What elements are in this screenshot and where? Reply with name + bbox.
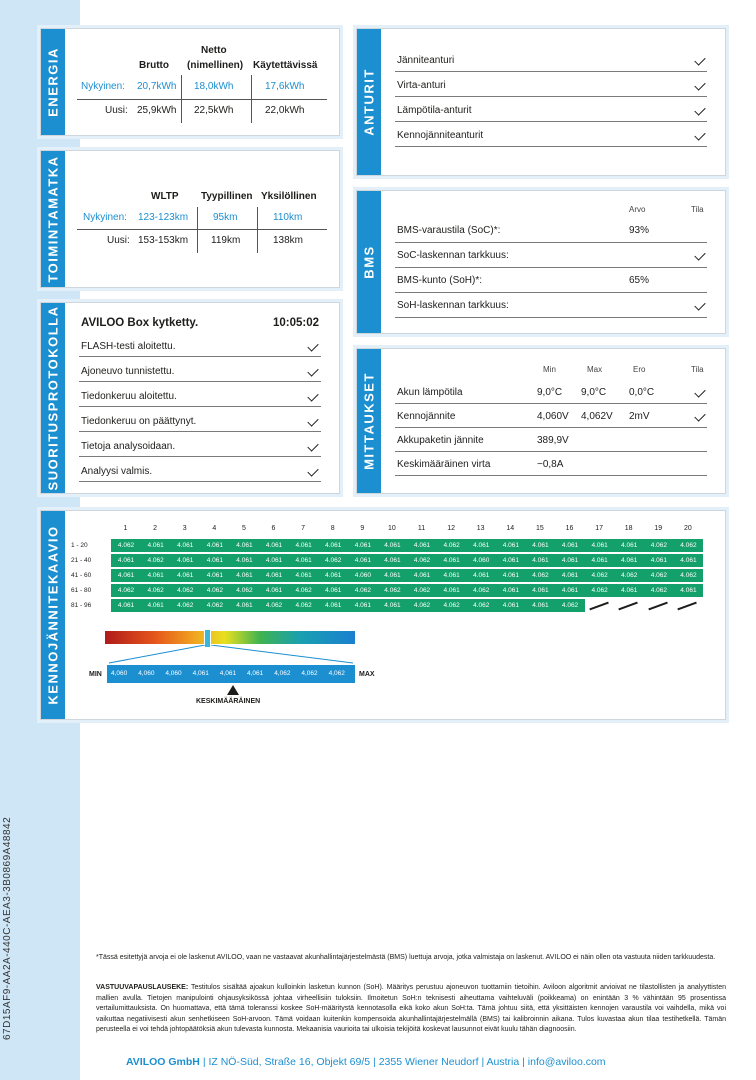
cell-voltage: 4.062 — [407, 584, 437, 597]
cell-voltage: 4.061 — [437, 554, 467, 567]
cell-voltage: 4.061 — [229, 569, 259, 582]
sensor-item: Kennojänniteanturit — [397, 130, 484, 141]
cell-voltage: 4.061 — [377, 554, 407, 567]
cell-voltage: 4.062 — [644, 584, 674, 597]
grid-column-header: 16 — [565, 525, 574, 532]
sensor-item: Virta-anturi — [397, 80, 446, 91]
cell-voltage: 4.062 — [377, 584, 407, 597]
cell-voltage: 4.061 — [170, 539, 200, 552]
toimintamatka-title: TOIMINTAMATKA — [45, 155, 61, 283]
cell-voltage: 4.062 — [525, 569, 555, 582]
disclaimer-heading: VASTUUVAPAUSLAUSEKE: — [96, 984, 189, 991]
protocol-step: Tiedonkeruu on päättynyt. — [81, 416, 197, 427]
grid-column-header: 9 — [360, 525, 365, 532]
meas-col-max: Max — [587, 365, 603, 374]
cell-voltage: 4.062 — [141, 584, 171, 597]
scale-value: 4,062 — [328, 670, 345, 677]
empty-cell-slash — [678, 602, 697, 610]
meas-col-ero: Ero — [633, 365, 646, 374]
cell-voltage: 4.061 — [111, 599, 141, 612]
cell-voltage: 4.062 — [111, 584, 141, 597]
energia-new-brutto: 25,9kWh — [137, 105, 177, 116]
measurement-min: 9,0°C — [537, 387, 563, 398]
scale-max-label: MAX — [359, 671, 375, 678]
cell-voltage: 4.062 — [555, 599, 585, 612]
grid-row-header: 41 - 60 — [71, 572, 92, 579]
cell-voltage: 4.061 — [111, 554, 141, 567]
cell-voltage: 4.061 — [496, 584, 526, 597]
anturit-card — [356, 28, 726, 176]
check-icon — [307, 340, 318, 351]
cell-voltage: 4.061 — [496, 569, 526, 582]
bms-col-value: Arvo — [629, 205, 646, 214]
protocol-step: FLASH-testi aloitettu. — [81, 341, 176, 352]
scale-value: 4,061 — [192, 670, 209, 677]
cell-voltage: 4.061 — [525, 599, 555, 612]
grid-column-header: 3 — [182, 525, 187, 532]
cell-voltage: 4.061 — [377, 599, 407, 612]
mittaukset-title: MITTAUKSET — [361, 372, 377, 470]
protocol-time: 10:05:02 — [273, 317, 320, 329]
cell-voltage: 4.061 — [141, 539, 171, 552]
grid-row-header: 21 - 40 — [71, 557, 92, 564]
grid-column-header: 6 — [271, 525, 276, 532]
grid-column-header: 4 — [212, 525, 217, 532]
cell-voltage: 4.062 — [318, 554, 348, 567]
grid-column-header: 17 — [595, 525, 603, 532]
header-brutto: Brutto — [139, 60, 169, 71]
protocol-step: Analyysi valmis. — [81, 466, 153, 477]
protocol-step: Tiedonkeruu aloitettu. — [81, 391, 177, 402]
footer-email[interactable]: info@aviloo.com — [527, 1056, 606, 1068]
cell-voltage: 4.061 — [614, 584, 644, 597]
measurement-label: Akkupaketin jännite — [397, 435, 484, 446]
scale-value: 4,062 — [274, 670, 291, 677]
cell-voltage: 4.061 — [200, 539, 230, 552]
cell-voltage: 4.062 — [170, 584, 200, 597]
empty-cell-slash — [648, 602, 667, 610]
protocol-step: Ajoneuvo tunnistettu. — [81, 366, 175, 377]
cell-voltage: 4.061 — [437, 584, 467, 597]
cell-voltage: 4.061 — [259, 539, 289, 552]
cell-voltage: 4.062 — [407, 554, 437, 567]
protocol-heading: AVILOO Box kytketty. — [81, 317, 199, 329]
energia-card — [40, 28, 340, 136]
grid-row-header: 61 - 80 — [71, 587, 92, 594]
footer-country: Austria — [486, 1056, 520, 1068]
disclaimer-body: Testitulos sisältää ajoakun kulloinkin lasketun kunnon (SoH). Määritys perustuu ajoneuvon tuottamiin tietoihin. Aviloon algoritmit arvioivat ne tilastollisten ja analyyttisten mallien avulla. Tietojen manipulointi ohjausyksikössä johtaa virheellisiin tuloksiin. Ilmoitetun SoH:n teknisesti aiheuttama vaihteluväli (poikkeama) on enintään 3 % vähintään 95 prosentissa vertailumittauksista. On huomattava, että tämä toleranssi koskee SoH-määritystä kennotasolla eikä koko akun SoH:ta. Tämä johtuu siitä, että yksittäisten kennojen varaustila voi vaihdella, mikä voi vaikuttaa negatiivisesti akun senhetkiseen SoH-arvoon. Tämä voidaan kuitenkin kompensoida akunhallintajärjestelmällä (BMS) tai kalibroinnin aikana. Tulos kuvastaa akun tilaa testihetkellä. Tämän perusteella ei voi tehdä johtopäätöksiä akun tulevasta kunnosta. Mekaanisia vaurioita tai ulkoisia tekijöitä koskevat lausunnot eivät kuulu tähän diagnoosiin. — [96, 984, 726, 1033]
check-icon — [307, 415, 318, 426]
cell-voltage: 4.061 — [377, 539, 407, 552]
empty-cell-slash — [589, 602, 608, 610]
footer-address: IZ NÖ-Süd, Straße 16, Objekt 69/5 — [208, 1056, 371, 1068]
cell-voltage: 4.061 — [525, 539, 555, 552]
cell-voltage: 4.061 — [200, 554, 230, 567]
scale-value: 4,062 — [301, 670, 318, 677]
cell-voltage: 4.062 — [259, 599, 289, 612]
range-new-typical: 119km — [211, 235, 241, 246]
cell-voltage: 4.062 — [348, 584, 378, 597]
bms-label: BMS-varaustila (SoC)*: — [397, 225, 501, 236]
measurement-ero: 2mV — [629, 411, 650, 422]
energia-new-available: 22,0kWh — [265, 105, 305, 116]
cell-voltage: 4.061 — [466, 569, 496, 582]
bms-value: 65% — [629, 275, 650, 286]
cell-voltage: 4.061 — [614, 554, 644, 567]
cell-voltage: 4.061 — [259, 554, 289, 567]
meas-col-min: Min — [543, 365, 556, 374]
cell-voltage: 4.061 — [318, 539, 348, 552]
cell-voltage: 4.061 — [673, 584, 703, 597]
cell-voltage: 4.061 — [229, 554, 259, 567]
header-netto: Netto — [201, 45, 227, 56]
cell-voltage: 4.061 — [525, 554, 555, 567]
measurement-max: 4,062V — [581, 411, 613, 422]
range-current-wltp: 123-123km — [138, 212, 189, 223]
check-icon — [307, 465, 318, 476]
header-yksilollinen: Yksilöllinen — [261, 191, 317, 202]
cell-voltage: 4.061 — [407, 569, 437, 582]
bms-label: SoH-laskennan tarkkuus: — [397, 300, 509, 311]
measurement-max: 9,0°C — [581, 387, 607, 398]
suoritusprotokolla-title: SUORITUSPROTOKOLLA — [45, 305, 61, 491]
energia-current-available: 17,6kWh — [265, 81, 305, 92]
energia-new-netto: 22,5kWh — [194, 105, 234, 116]
meas-col-state: Tila — [691, 365, 704, 374]
cell-voltage: 4.061 — [585, 539, 615, 552]
grid-column-header: 5 — [241, 525, 246, 532]
cell-voltage: 4.061 — [348, 599, 378, 612]
header-wltp: WLTP — [151, 191, 179, 202]
document-code: 67D15AF9-AA2A-440C-AEA3-3B0869A48842 — [2, 816, 13, 1040]
scale-value: 4,061 — [247, 670, 264, 677]
cell-voltage: 4.062 — [673, 569, 703, 582]
cell-voltage: 4.061 — [259, 584, 289, 597]
check-icon — [694, 410, 705, 421]
energia-new-label: Uusi: — [105, 105, 128, 116]
disclaimer — [96, 983, 726, 1036]
cell-voltage: 4.061 — [377, 569, 407, 582]
footer-city: 2355 Wiener Neudorf — [378, 1056, 479, 1068]
cell-voltage: 4.061 — [496, 539, 526, 552]
grid-column-header: 1 — [123, 525, 128, 532]
energia-current-netto: 18,0kWh — [194, 81, 234, 92]
cell-voltage: 4.061 — [318, 599, 348, 612]
cell-voltage: 4.061 — [348, 539, 378, 552]
cell-voltage: 4.061 — [555, 539, 585, 552]
sensor-item: Jänniteanturi — [397, 55, 455, 66]
cell-voltage: 4.061 — [289, 554, 319, 567]
energia-current-label: Nykyinen: — [81, 81, 125, 92]
mittaukset-card — [356, 348, 726, 494]
range-new-wltp: 153-153km — [138, 235, 189, 246]
measurement-label: Akun lämpötila — [397, 387, 463, 398]
cell-voltage: 4.061 — [170, 554, 200, 567]
check-icon — [694, 54, 705, 65]
bms-col-state: Tila — [691, 205, 704, 214]
cell-voltage: 4.061 — [525, 584, 555, 597]
range-current-individual: 110km — [273, 212, 303, 223]
cell-voltage: 4.061 — [229, 539, 259, 552]
cell-voltage: 4.061 — [496, 554, 526, 567]
cell-voltage: 4.062 — [673, 539, 703, 552]
check-icon — [307, 390, 318, 401]
cell-voltage: 4.061 — [318, 569, 348, 582]
cell-voltage: 4.061 — [555, 554, 585, 567]
cell-voltage: 4.062 — [111, 539, 141, 552]
cell-voltage: 4.062 — [141, 554, 171, 567]
check-icon — [307, 365, 318, 376]
cell-voltage: 4.062 — [644, 539, 674, 552]
cell-voltage: 4.062 — [437, 539, 467, 552]
grid-column-header: 2 — [153, 525, 158, 532]
cell-voltage: 4.062 — [289, 599, 319, 612]
energia-title: ENERGIA — [45, 47, 61, 117]
cell-voltage: 4.061 — [141, 569, 171, 582]
cell-voltage: 4.060 — [466, 554, 496, 567]
scale-min-label: MIN — [89, 671, 102, 678]
bms-value: 93% — [629, 225, 650, 236]
check-icon — [694, 104, 705, 115]
check-icon — [694, 386, 705, 397]
toimintamatka-card — [40, 150, 340, 288]
bms-card — [356, 190, 726, 334]
cell-voltage: 4.061 — [407, 539, 437, 552]
suoritusprotokolla-card — [40, 302, 340, 494]
grid-column-header: 10 — [387, 525, 396, 532]
grid-column-header: 15 — [535, 525, 544, 532]
cell-voltage: 4.061 — [673, 554, 703, 567]
cell-voltage: 4.062 — [585, 569, 615, 582]
cell-voltage: 4.062 — [170, 599, 200, 612]
grid-column-header: 7 — [301, 525, 306, 532]
cell-voltage: 4.062 — [614, 569, 644, 582]
bms-note: *Tässä esitettyjä arvoja ei ole laskenut AVILOO, vaan ne vastaavat akunhallintajärjestelmästä (BMS) luettuja arvoja, jotka valmistaja on laskenut. AVILOO ei näin ollen ota vastuuta niiden tarkkuudesta. — [96, 954, 716, 961]
grid-column-header: 13 — [476, 525, 485, 532]
cell-voltage: 4.061 — [555, 584, 585, 597]
footer: AVILOO GmbH | IZ NÖ-Süd, Straße 16, Objekt 69/5 | 2355 Wiener Neudorf | Austria | info@aviloo.com — [126, 1056, 606, 1068]
cell-voltage: 4.062 — [229, 584, 259, 597]
grid-column-header: 20 — [683, 525, 692, 532]
range-new-label: Uusi: — [107, 235, 130, 246]
average-label: KESKIMÄÄRÄINEN — [196, 698, 261, 705]
cell-voltage: 4.062 — [466, 599, 496, 612]
protocol-step: Tietoja analysoidaan. — [81, 441, 176, 452]
cell-voltage: 4.061 — [466, 539, 496, 552]
cell-voltage: 4.062 — [644, 569, 674, 582]
cell-voltage: 4.061 — [141, 599, 171, 612]
cell-voltage: 4.061 — [289, 539, 319, 552]
bms-label: BMS-kunto (SoH)*: — [397, 275, 483, 286]
grid-column-header: 14 — [506, 525, 515, 532]
measurement-min: −0,8A — [537, 459, 564, 470]
anturit-title: ANTURIT — [361, 68, 377, 136]
cell-voltage: 4.062 — [289, 584, 319, 597]
cell-voltage: 4.061 — [259, 569, 289, 582]
cell-voltage: 4.061 — [614, 539, 644, 552]
cell-voltage: 4.061 — [437, 569, 467, 582]
check-icon — [307, 440, 318, 451]
cell-voltage: 4.060 — [348, 569, 378, 582]
cell-voltage: 4.061 — [348, 554, 378, 567]
grid-row-header: 81 - 96 — [71, 602, 92, 609]
grid-column-header: 8 — [330, 525, 335, 532]
scale-zoom-lines — [105, 645, 357, 665]
cell-voltage: 4.061 — [200, 569, 230, 582]
bms-title: BMS — [361, 245, 377, 279]
scale-value: 4,061 — [219, 670, 237, 677]
cell-voltage: 4.062 — [200, 584, 230, 597]
check-icon — [694, 129, 705, 140]
voltage-color-scale — [105, 631, 355, 644]
header-tyypillinen: Tyypillinen — [201, 191, 253, 202]
grid-column-header: 18 — [624, 525, 633, 532]
grid-column-header: 12 — [447, 525, 455, 532]
cell-voltage: 4.061 — [229, 599, 259, 612]
cell-voltage: 4.061 — [318, 584, 348, 597]
check-icon — [694, 79, 705, 90]
measurement-label: Keskimääräinen virta — [397, 459, 491, 470]
grid-column-header: 19 — [654, 525, 663, 532]
average-marker-icon — [227, 685, 239, 695]
cell-voltage: 4.061 — [111, 569, 141, 582]
check-icon — [694, 249, 705, 260]
cell-voltage: 4.061 — [496, 599, 526, 612]
kennojannitekaavio-title: KENNOJÄNNITEKAAVIO — [45, 525, 61, 705]
kennojannitekaavio-card — [40, 510, 726, 720]
measurement-label: Kennojännite — [397, 411, 456, 422]
grid-column-header: 11 — [417, 525, 426, 532]
cell-voltage: 4.062 — [407, 599, 437, 612]
measurement-min: 389,9V — [537, 435, 569, 446]
footer-company: AVILOO GmbH — [126, 1056, 200, 1068]
scale-value: 4,060 — [111, 670, 128, 677]
energia-current-brutto: 20,7kWh — [137, 81, 177, 92]
cell-voltage: 4.061 — [644, 554, 674, 567]
grid-row-header: 1 - 20 — [71, 542, 88, 549]
cell-voltage: 4.062 — [466, 584, 496, 597]
sensor-item: Lämpötila-anturit — [397, 105, 472, 116]
cell-voltage: 4.061 — [170, 569, 200, 582]
cell-voltage: 4.062 — [437, 599, 467, 612]
scale-value: 4,060 — [138, 670, 155, 677]
header-nimellinen: (nimellinen) — [187, 60, 244, 71]
cell-voltage: 4.062 — [585, 584, 615, 597]
header-kaytettavissa: Käytettävissä — [253, 60, 318, 71]
cell-voltage: 4.061 — [585, 554, 615, 567]
empty-cell-slash — [619, 602, 638, 610]
range-current-typical: 95km — [213, 212, 238, 223]
range-new-individual: 138km — [273, 235, 304, 246]
measurement-ero: 0,0°C — [629, 387, 655, 398]
scale-value: 4,060 — [165, 670, 182, 677]
check-icon — [694, 299, 705, 310]
cell-voltage: 4.061 — [555, 569, 585, 582]
bms-label: SoC-laskennan tarkkuus: — [397, 250, 509, 261]
measurement-min: 4,060V — [537, 411, 569, 422]
range-current-label: Nykyinen: — [83, 212, 127, 223]
cell-voltage: 4.061 — [289, 569, 319, 582]
cell-voltage: 4.062 — [200, 599, 230, 612]
